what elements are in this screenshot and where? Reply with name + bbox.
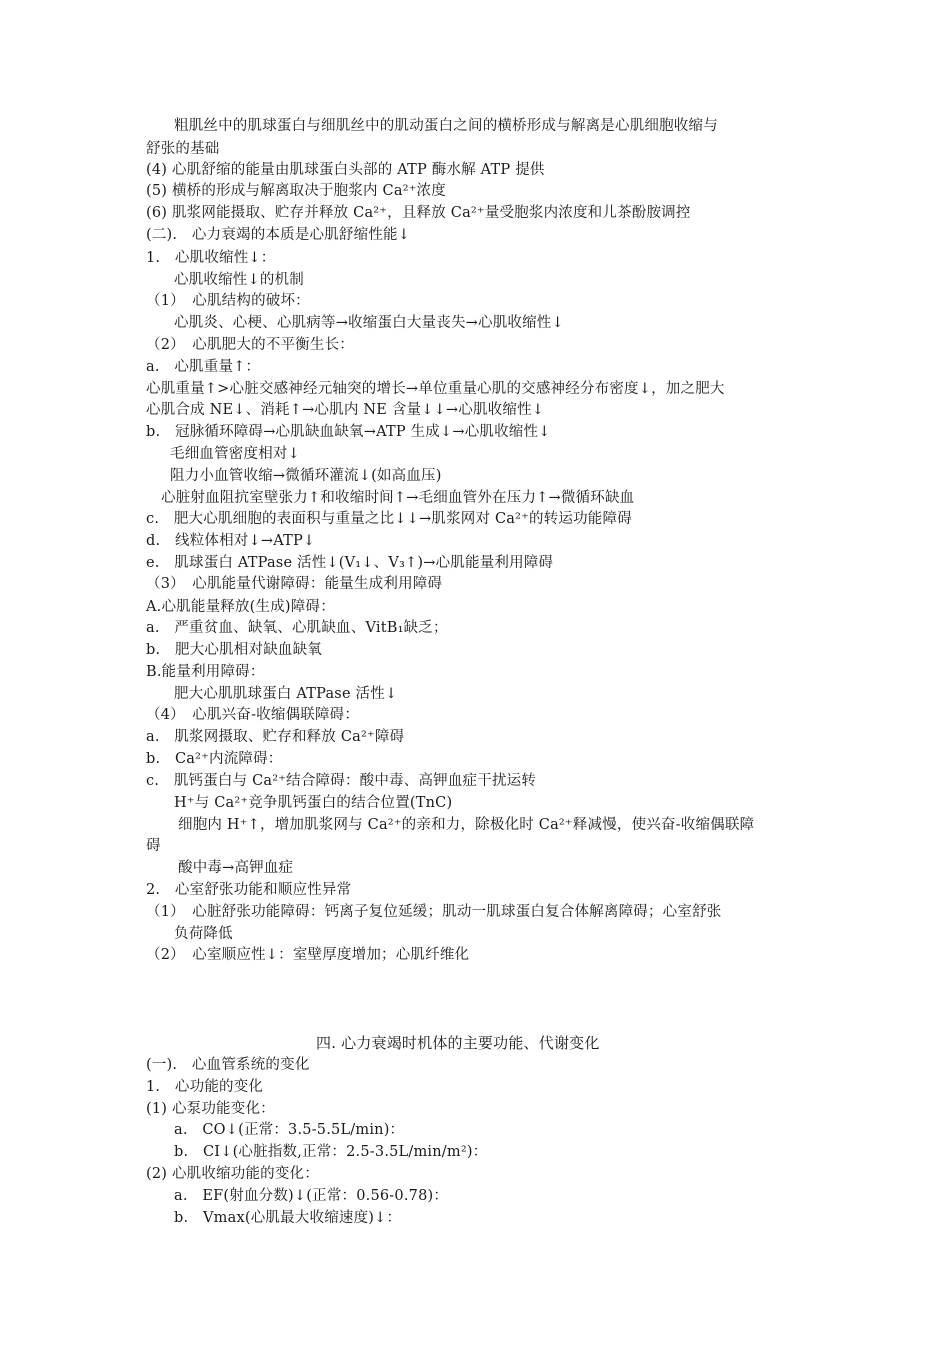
- text-line: （1） 心脏舒张功能障碍：钙离子复位延缓；肌动一肌球蛋白复合体解离障碍；心室舒张: [146, 904, 722, 920]
- text-line: 心肌炎、心梗、心肌病等→收缩蛋白大量丧失→心肌收缩性↓: [174, 315, 564, 331]
- text-line: 1. 心功能的变化: [146, 1079, 264, 1095]
- text-line: (1) 心泵功能变化：: [146, 1101, 275, 1117]
- text-line: (2) 心肌收缩功能的变化：: [146, 1166, 319, 1182]
- text-line: 2. 心室舒张功能和顺应性异常: [146, 882, 352, 898]
- chapter-title: 四. 心力衰竭时机体的主要功能、代谢变化: [316, 1034, 600, 1052]
- section-heading: (一). 心血管系统的变化: [146, 1057, 310, 1073]
- text-line: 酸中毒→高钾血症: [178, 860, 294, 876]
- text-line: b. 肥大心肌相对缺血缺氧: [146, 642, 322, 658]
- text-line: （4） 心肌兴奋-收缩偶联障碍：: [146, 707, 360, 723]
- text-line: (4) 心肌舒缩的能量由肌球蛋白头部的 ATP 酶水解 ATP 提供: [146, 162, 545, 178]
- text-line: 心肌重量↑>心脏交感神经元轴突的增长→单位重量心肌的交感神经分布密度↓，加之肥大: [146, 381, 725, 397]
- text-line: 阻力小血管收缩→微循环灌流↓(如高血压): [170, 468, 442, 484]
- text-line: c. 肌钙蛋白与 Ca²⁺结合障碍：酸中毒、高钾血症干扰运转: [146, 773, 537, 789]
- text-line: A.心肌能量释放(生成)障碍：: [146, 599, 335, 615]
- text-line: e. 肌球蛋白 ATPase 活性↓(V₁↓、V₃↑)→心肌能量利用障碍: [146, 555, 554, 571]
- text-line: 心脏射血阻抗室壁张力↑和收缩时间↑→毛细血管外在压力↑→微循环缺血: [161, 490, 635, 506]
- text-line: a. 严重贫血、缺氧、心肌缺血、VitB₁缺乏；: [146, 620, 448, 636]
- text-line: (5) 横桥的形成与解离取决于胞浆内 Ca²⁺浓度: [146, 183, 446, 199]
- text-line: a. 心肌重量↑：: [146, 359, 261, 375]
- text-line: 肥大心肌肌球蛋白 ATPase 活性↓: [174, 686, 398, 702]
- text-line: b. Vmax(心肌最大收缩速度)↓：: [174, 1210, 402, 1226]
- text-line: a. EF(射血分数)↓(正常：0.56-0.78)：: [174, 1188, 449, 1204]
- text-line: d. 线粒体相对↓→ATP↓: [146, 533, 316, 549]
- text-line: （2） 心肌肥大的不平衡生长：: [146, 337, 354, 353]
- text-line: B.能量利用障碍：: [146, 664, 265, 680]
- text-line: a. CO↓(正常：3.5-5.5L/min)：: [174, 1122, 405, 1138]
- text-line: c. 肥大心肌细胞的表面积与重量之比↓↓→肌浆网对 Ca²⁺的转运功能障碍: [146, 511, 632, 527]
- text-line: b. CI↓(心脏指数,正常：2.5-3.5L/min/m²)：: [174, 1144, 488, 1160]
- text-line: 粗肌丝中的肌球蛋白与细肌丝中的肌动蛋白之间的横桥形成与解离是心肌细胞收缩与: [174, 118, 718, 134]
- text-line: 舒张的基础: [146, 141, 220, 157]
- text-line: 毛细血管密度相对↓: [170, 446, 300, 462]
- text-line: （3） 心肌能量代谢障碍：能量生成利用障碍: [146, 576, 443, 592]
- text-line: 心肌合成 NE↓、消耗↑→心肌内 NE 含量↓↓→心肌收缩性↓: [146, 402, 545, 418]
- text-line: a. 肌浆网摄取、贮存和释放 Ca²⁺障碍: [146, 729, 405, 745]
- text-line: 细胞内 H⁺↑，增加肌浆网与 Ca²⁺的亲和力，除极化时 Ca²⁺释减慢，使兴奋-收缩偶联障: [178, 817, 755, 833]
- text-line: 负荷降低: [174, 926, 233, 942]
- text-line: 心肌收缩性↓的机制: [174, 272, 304, 288]
- text-line: H⁺与 Ca²⁺竞争肌钙蛋白的结合位置(TnC): [174, 795, 453, 811]
- text-line: 1. 心肌收缩性↓：: [146, 250, 276, 266]
- text-line: b. 冠脉循环障碍→心肌缺血缺氧→ATP 生成↓→心肌收缩性↓: [146, 424, 551, 440]
- text-line: b. Ca²⁺内流障碍：: [146, 751, 283, 767]
- text-line: （1） 心肌结构的破坏：: [146, 293, 310, 309]
- text-line: （2） 心室顺应性↓：室壁厚度增加；心肌纤维化: [146, 947, 470, 963]
- text-line: 碍: [146, 838, 161, 854]
- section-heading: (二). 心力衰竭的本质是心肌舒缩性能↓: [146, 227, 411, 243]
- text-line: (6) 肌浆网能摄取、贮存并释放 Ca²⁺，且释放 Ca²⁺量受胞浆内浓度和儿茶酚胺调控: [146, 205, 691, 221]
